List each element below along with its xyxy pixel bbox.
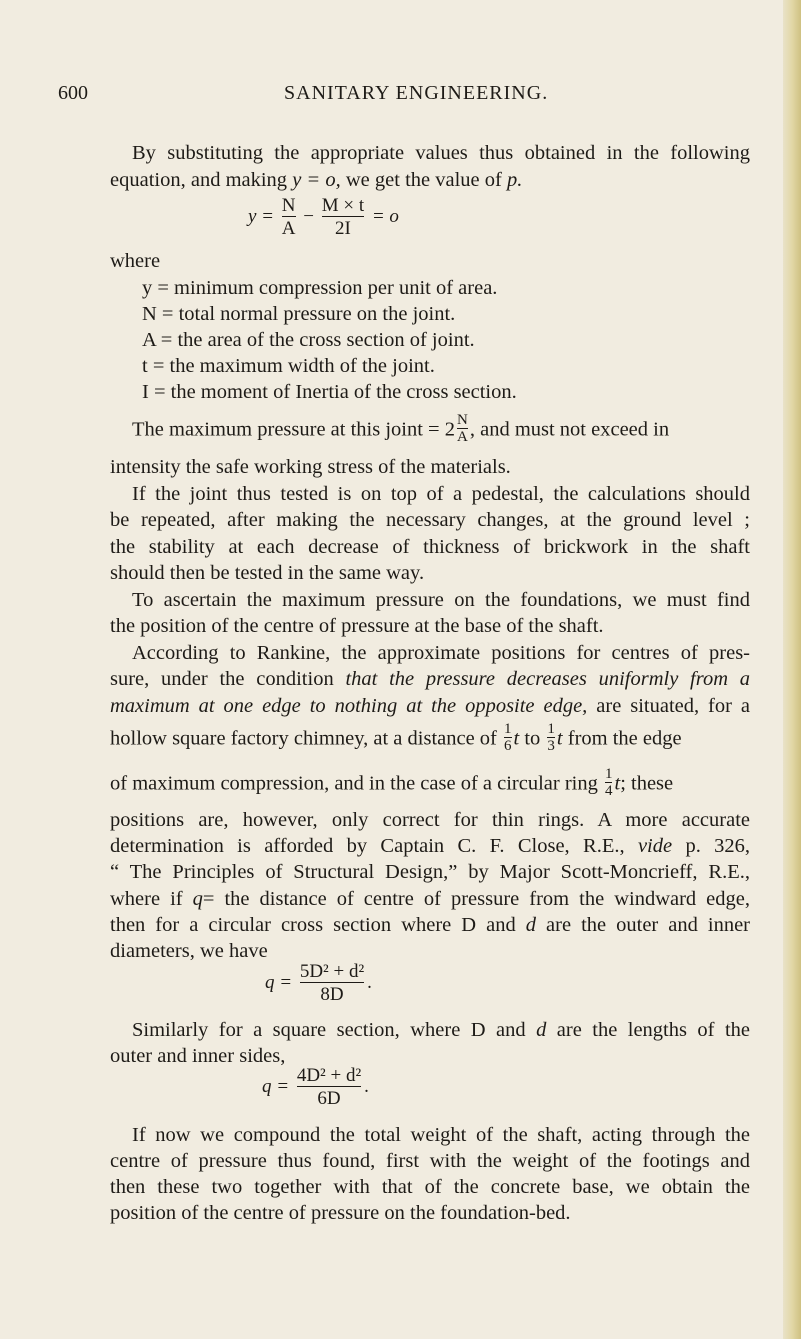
equation-q-circular: q = $\frac{\text{5D² + d²}}{8D}$ . <box>265 961 372 1005</box>
text-line: centre of pressure thus found, first with the weight of the footings and <box>110 1150 750 1172</box>
text-line: equation, and making y = o, we get the value of p. <box>110 169 523 191</box>
text-line: sure, under the condition that the pressure decreases uniformly from a <box>110 668 751 690</box>
text-line: position of the centre of pressure on the foundation-bed. <box>110 1202 571 1224</box>
definition-line: I = the moment of Inertia of the cross section. <box>142 381 517 403</box>
text-line: the stability at each decrease of thickness of brickwork in the shaft <box>110 536 750 558</box>
text-line: be repeated, after making the necessary changes, at the ground level ; <box>110 509 750 531</box>
text-line: where <box>110 250 161 272</box>
text-line: The maximum pressure at this joint = 2 $\frac{N}{A}$ , and must not exceed in <box>132 412 670 445</box>
page-number: 600 <box>58 82 88 104</box>
running-title: SANITARY ENGINEERING. <box>284 82 549 104</box>
text-line: According to Rankine, the approximate positions for centres of pres- <box>132 642 750 664</box>
equation-y: y = $\frac{N}{A}$ − $\frac{M \times t}{2I}$ = o <box>248 195 399 239</box>
definition-line: y = minimum compression per unit of area. <box>142 277 498 299</box>
text-line: hollow square factory chimney, at a distance of $\frac{1}{6}$ t to $\frac{1}{3}$ t from the edge <box>110 721 682 754</box>
definition-line: N = total normal pressure on the joint. <box>142 303 456 325</box>
text-line: To ascertain the maximum pressure on the foundations, we must find <box>132 589 750 611</box>
text-line: then for a circular cross section where D and d are the outer and inner <box>110 914 751 936</box>
equation-q-square: q = $\frac{\text{4D² + d²}}{6D}$ . <box>262 1065 369 1109</box>
text-line: determination is afforded by Captain C. F. Close, R.E., vide p. 326, <box>110 835 751 857</box>
text-line: By substituting the appropriate values thus obtained in the following <box>132 142 750 164</box>
text-line: outer and inner sides, <box>110 1045 286 1067</box>
text-line: If the joint thus tested is on top of a pedestal, the calculations should <box>132 483 750 505</box>
text-line: diameters, we have <box>110 940 268 962</box>
text-line: the position of the centre of pressure at the base of the shaft. <box>110 615 604 637</box>
text-line: positions are, however, only correct for thin rings. A more accurate <box>110 809 750 831</box>
text-line: Similarly for a square section, where D and d are the lengths of the <box>132 1019 751 1041</box>
text-line: “ The Principles of Structural Design,” by Major Scott-Moncrieff, R.E., <box>110 861 750 883</box>
text-line: where if q= the distance of centre of pressure from the windward edge, <box>110 888 751 910</box>
text-line: maximum at one edge to nothing at the opposite edge, are situated, for a <box>110 695 751 717</box>
text-line: should then be tested in the same way. <box>110 562 425 584</box>
text-line: intensity the safe working stress of the materials. <box>110 456 511 478</box>
page-edge-shading <box>783 0 801 1339</box>
definition-line: A = the area of the cross section of joint. <box>142 329 475 351</box>
text-line: of maximum compression, and in the case of a circular ring $\frac{1}{4}$ t; these <box>110 766 674 799</box>
text-line: then these two together with that of the concrete base, we obtain the <box>110 1176 750 1198</box>
definition-line: t = the maximum width of the joint. <box>142 355 435 377</box>
text-line: If now we compound the total weight of the shaft, acting through the <box>132 1124 750 1146</box>
